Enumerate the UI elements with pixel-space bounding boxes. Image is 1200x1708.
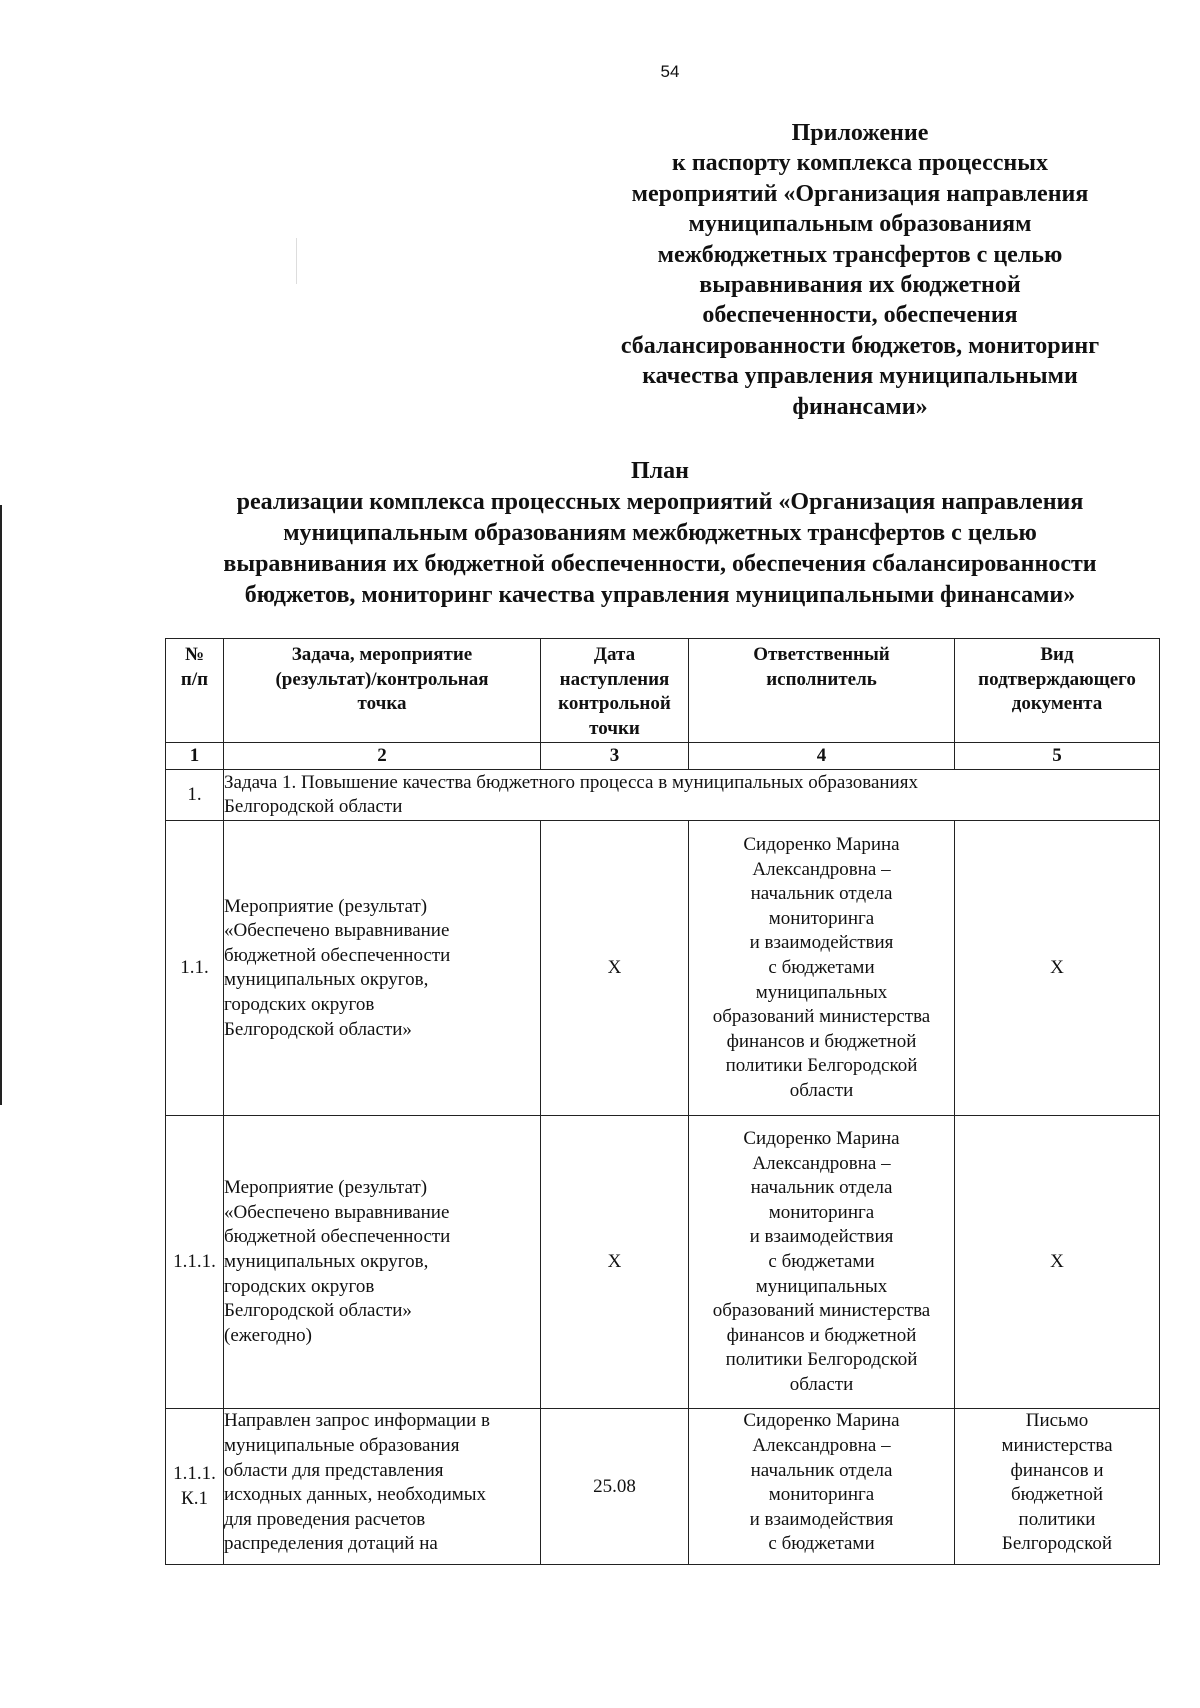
task-text: Задача 1. Повышение качества бюджетного процесса в муниципальных образованиях Белгородской области xyxy=(224,770,1160,821)
row-document: Письмо министерства финансов и бюджетной политики Белгородской xyxy=(955,1409,1160,1565)
plan-title-line: бюджетов, мониторинг качества управления муниципальными финансами» xyxy=(244,582,1076,608)
annex-heading xyxy=(600,118,1120,422)
row-text: Направлен запрос информации в муниципальные образования области для представления исходных данных, необходимых для проведения расчетов распределения дотаций на xyxy=(224,1409,541,1565)
row-document: X xyxy=(955,821,1160,1116)
column-index: 3 xyxy=(541,743,689,770)
row-text: Мероприятие (результат) «Обеспечено выравнивание бюджетной обеспеченности муниципальных округов, городских округов Белгородской области» (ежегодно) xyxy=(224,1116,541,1409)
row-num: 1.1.1. xyxy=(166,1116,224,1409)
header-responsible: Ответственный исполнитель xyxy=(689,639,955,743)
annex-line: сбалансированности бюджетов, мониторинг xyxy=(620,332,1100,359)
table-header-row xyxy=(166,639,1160,743)
annex-line: выравнивания их бюджетной xyxy=(699,272,1021,299)
row-date: X xyxy=(541,1116,689,1409)
table-row xyxy=(166,1409,1160,1565)
task-num: 1. xyxy=(166,770,224,821)
row-num: 1.1.1. К.1 xyxy=(166,1409,224,1565)
annex-line: мероприятий «Организация направления xyxy=(631,180,1089,207)
header-date: Дата наступления контрольной точки xyxy=(541,639,689,743)
row-date: X xyxy=(541,821,689,1116)
annex-line: к паспорту комплекса процессных xyxy=(672,150,1048,177)
header-num: № п/п xyxy=(166,639,224,743)
row-text: Мероприятие (результат) «Обеспечено выравнивание бюджетной обеспеченности муниципальных округов, городских округов Белгородской области» xyxy=(224,821,541,1116)
header-document: Вид подтверждающего документа xyxy=(955,639,1160,743)
plan-title-line: выравнивания их бюджетной обеспеченности, обеспечения сбалансированности xyxy=(223,551,1097,577)
header-task: Задача, мероприятие (результат)/контрольная точка xyxy=(224,639,541,743)
plan-heading: План xyxy=(631,458,689,484)
row-responsible: Сидоренко Марина Александровна – начальник отдела мониторинга и взаимодействия с бюджетами муниципальных образований министерства финансов и бюджетной политики Белгородской области xyxy=(689,821,955,1116)
row-responsible: Сидоренко Марина Александровна – начальник отдела мониторинга и взаимодействия с бюджетами муниципальных образований министерства финансов и бюджетной политики Белгородской области xyxy=(689,1116,955,1409)
plan-table xyxy=(165,638,1160,1565)
annex-line: финансами» xyxy=(792,393,928,420)
annex-line: Приложение xyxy=(791,120,929,146)
table-row xyxy=(166,821,1160,1116)
scan-edge-line xyxy=(0,505,2,1105)
row-responsible: Сидоренко Марина Александровна – начальник отдела мониторинга и взаимодействия с бюджетами xyxy=(689,1409,955,1565)
annex-line: обеспеченности, обеспечения xyxy=(702,302,1018,329)
annex-line: качества управления муниципальными xyxy=(642,363,1078,390)
column-index-row xyxy=(166,743,1160,770)
row-date: 25.08 xyxy=(541,1409,689,1565)
table-row xyxy=(166,1116,1160,1409)
page-number: 54 xyxy=(660,62,680,81)
column-index: 2 xyxy=(224,743,541,770)
plan-title xyxy=(170,456,1150,611)
annex-line: межбюджетных трансфертов с целью xyxy=(657,241,1063,268)
row-document: X xyxy=(955,1116,1160,1409)
row-num: 1.1. xyxy=(166,821,224,1116)
plan-title-line: муниципальным образованиям межбюджетных трансфертов с целью xyxy=(283,520,1037,546)
column-index: 4 xyxy=(689,743,955,770)
annex-line: муниципальным образованиям xyxy=(688,211,1032,238)
task-row xyxy=(166,770,1160,821)
plan-title-line: реализации комплекса процессных мероприятий «Организация направления xyxy=(236,489,1084,515)
column-index: 1 xyxy=(166,743,224,770)
column-index: 5 xyxy=(955,743,1160,770)
scan-artifact xyxy=(296,238,297,284)
